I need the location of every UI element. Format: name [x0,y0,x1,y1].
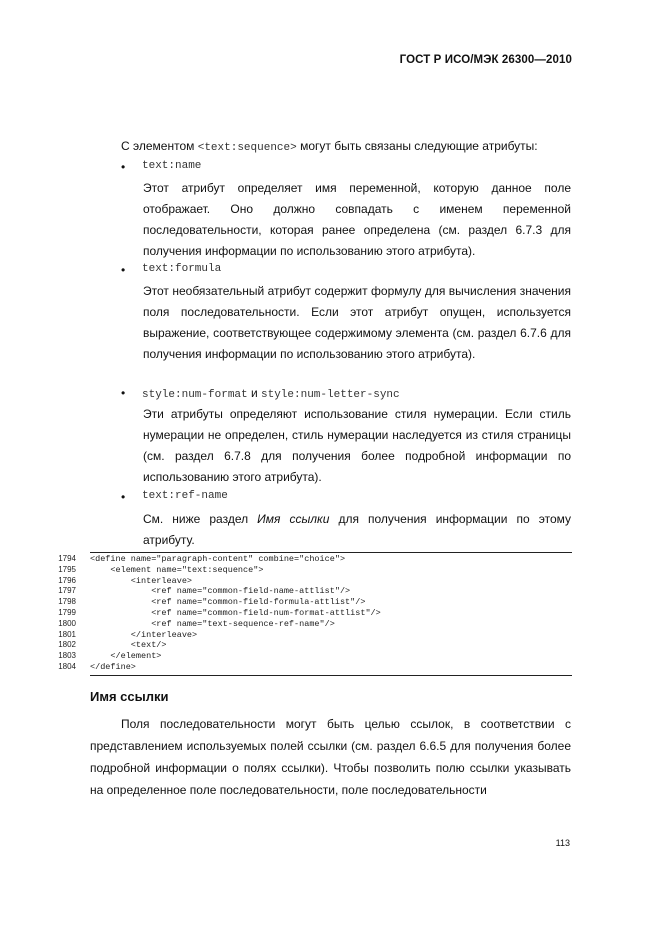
line-number: 1798 [58,597,76,607]
code-line [52,640,572,651]
intro-prefix: С элементом [121,139,198,153]
code-top-rule [90,552,572,553]
bullet: • [121,160,126,174]
code-text: <text/> [90,640,167,651]
code-text: <ref name="common-field-num-format-attlist"/> [90,607,381,618]
line-number: 1796 [58,575,76,585]
section-link-text: Имя ссылки [257,512,330,526]
bullet: • [121,263,126,277]
line-number: 1803 [58,651,76,661]
attribute-name: style:num-letter-sync [261,389,400,401]
line-number: 1795 [58,564,76,574]
intro-sentence [121,139,571,154]
attribute-description: Этот необязательный атрибут содержит формулу для вычисления значения поля последовательности. Если этот атрибут опущен, используется выражение, соответствующее содержимому элемента (см. раздел 6.7.6 для получения информации по использованию этого атрибута). [143,284,571,361]
code-line [52,630,572,641]
code-text: <define name="paragraph-content" combine="choice"> [90,554,346,564]
line-number: 1804 [58,661,76,671]
code-listing [52,554,572,673]
attribute-name: text:ref-name [142,490,228,502]
line-number: 1802 [58,640,76,650]
intro-suffix: могут быть связаны следующие атрибуты: [296,139,538,153]
code-text: </interleave> [90,629,198,640]
attribute-name: text:name [142,160,202,172]
code-text: <element name="text:sequence"> [90,564,264,575]
line-number: 1799 [58,607,76,617]
attribute-description: См. ниже раздел Имя ссылки для получения информации по этому атрибуту. [143,512,572,547]
standard-header: ГОСТ Р ИСО/МЭК 26300—2010 [399,54,572,66]
bullet: • [121,490,126,504]
line-number: 1794 [58,554,76,563]
bullet: • [121,386,126,400]
code-text: </element> [90,651,162,662]
code-line [52,554,572,565]
code-bottom-rule [90,675,572,676]
code-line [52,586,572,597]
attribute-joiner: и [247,386,261,400]
code-text: <ref name="common-field-name-attlist"/> [90,586,351,597]
attribute-description: Эти атрибуты определяют использование стиля нумерации. Если стиль нумерации не определен, стиль нумерации наследуется из стиля страницы (см. раздел 6.7.8 для получения более подробной информации по использованию этого атрибута). [143,407,571,484]
line-number: 1797 [58,586,76,596]
code-line [52,597,572,608]
code-line [52,662,572,673]
intro-element-code: <text:sequence> [197,142,297,154]
line-number: 1800 [58,618,76,628]
code-text: <ref name="text-sequence-ref-name"/> [90,618,335,629]
code-line [52,576,572,587]
section-heading: Имя ссылки [90,689,169,704]
line-number: 1801 [58,629,76,639]
attribute-description: Этот атрибут определяет имя переменной, которую данное поле отображает. Оно должно совпадать с именем переменной последовательности, которая ранее определена (см. раздел 6.7.3 для получения информации по использованию этого атрибута). [143,181,571,258]
code-line [52,651,572,662]
code-line [52,565,572,576]
page-number: 113 [555,838,570,848]
code-text: <ref name="common-field-formula-attlist"/> [90,597,366,608]
code-text: <interleave> [90,575,193,586]
attribute-name: style:num-format [142,389,248,401]
attribute-name: text:formula [142,263,222,275]
code-line [52,608,572,619]
code-text: </define> [90,661,136,672]
code-line [52,619,572,630]
section-body: Поля последовательности могут быть целью ссылок, в соответствии с представлением используемых полей ссылки (см. раздел 6.6.5 для получения более подробной информации о полях ссылки). Чтобы позволить полю ссылки указывать на определенное поле последовательности, поле последовательности [90,717,571,797]
